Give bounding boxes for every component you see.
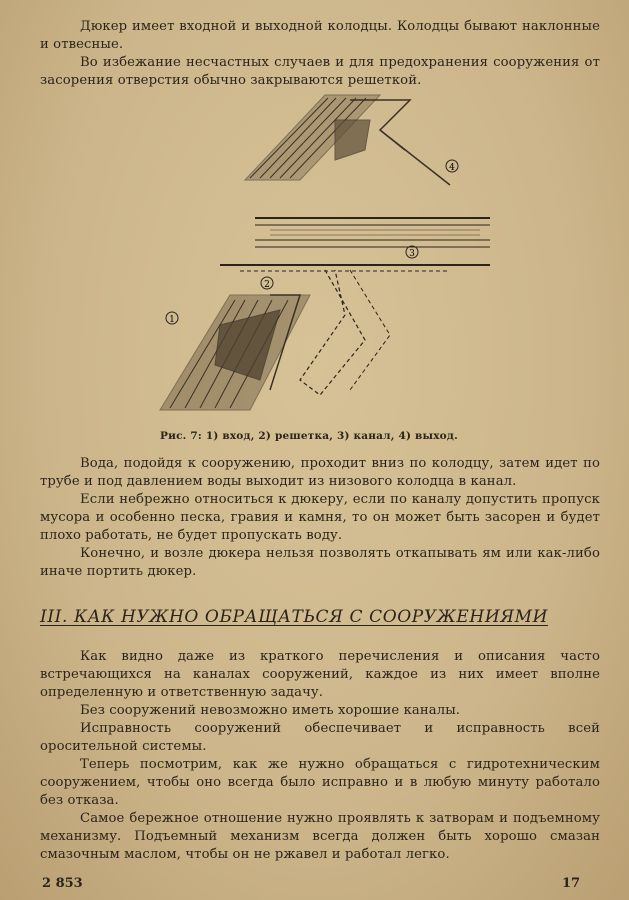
- text-block-middle: [40, 455, 600, 581]
- text-block-top: [40, 18, 600, 90]
- paragraph: Самое бережное отношение нужно проявлять к затворам и подъемному механизму. Подъемный механизм всегда должен быть хорошо смазан смазочным маслом, чтобы он не ржавел и работал легко.: [40, 811, 600, 862]
- paragraph: Во избежание несчастных случаев и для предохранения сооружения от засорения отверстия обычно закрываются решеткой.: [40, 55, 600, 88]
- section-heading: III. КАК НУЖНО ОБРАЩАТЬСЯ С СООРУЖЕНИЯМИ: [40, 607, 549, 627]
- paragraph: Теперь посмотрим, как же нужно обращаться с гидротехническим сооружением, чтобы оно всегда было исправно и в любую минуту работало без отказа.: [40, 757, 600, 808]
- figure-label-1: [166, 312, 178, 325]
- svg-text:1: 1: [169, 315, 175, 325]
- pipe-path-dashed: [300, 270, 365, 395]
- figure-label-3: [406, 246, 418, 259]
- svg-text:2: 2: [264, 280, 270, 290]
- paragraph: Исправность сооружений обеспечивает и исправность всей оросительной системы.: [40, 721, 600, 754]
- paragraph: Вода, подойдя к сооружению, проходит вниз по колодцу, затем идет по трубе и под давлением воды выходит из низового колодца в канал.: [40, 456, 600, 489]
- diagram-figure-duker: [150, 90, 490, 420]
- paragraph: Как видно даже из краткого перечисления и описания часто встречающихся на каналах сооружений, каждое из них имеет вполне определенную и ответственную задачу.: [40, 649, 600, 700]
- paragraph: Конечно, и возле дюкера нельзя позволять откапывать ям или как-либо иначе портить дюкер.: [40, 546, 600, 579]
- page-number: 17: [562, 876, 581, 891]
- paragraph: Если небрежно относиться к дюкеру, если по каналу допустить пропуск мусора и особенно песка, гравия и камня, то он может быть засорен и будет плохо работать, не будет пропускать воду.: [40, 492, 600, 543]
- outlet-embankment: [245, 95, 450, 185]
- inlet-embankment: [160, 295, 310, 410]
- text-block-bottom: [40, 648, 600, 864]
- figure-caption: Рис. 7: 1) вход, 2) решетка, 3) канал, 4) выход.: [160, 430, 458, 442]
- svg-text:3: 3: [409, 249, 415, 259]
- paragraph: Дюкер имеет входной и выходной колодцы. Колодцы бывают наклонные и отвесные.: [40, 19, 600, 52]
- channel-pipe: [220, 218, 490, 271]
- printer-signature: 2 853: [42, 876, 83, 891]
- figure-label-4: [446, 160, 458, 173]
- figure-label-2: [261, 277, 273, 290]
- paragraph: Без сооружений невозможно иметь хорошие каналы.: [80, 703, 461, 718]
- svg-text:4: 4: [449, 163, 455, 173]
